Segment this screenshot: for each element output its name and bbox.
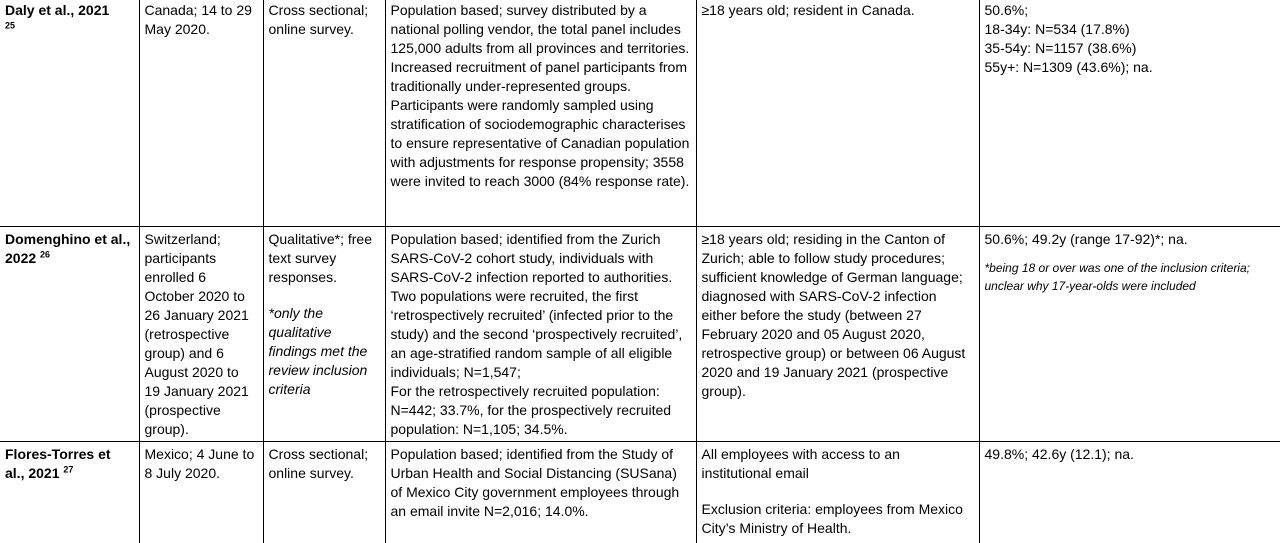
population-text: Population based; identified from the Zurich SARS-CoV-2 cohort study, individuals with SARS-CoV-2 infection reported to authorities. Two populations were recruited, the first ‘retrospectively recruited’ (infected prior to the study) and the second ‘prospectively recruited’, an age-stratified random sample of all eligible individuals; N=1,547; (391, 230, 691, 382)
design-text: Qualitative*; free text survey responses. (269, 230, 380, 287)
demographics-footnote: *being 18 or over was one of the inclusion criteria; unclear why 17-year-olds were included (985, 259, 1276, 295)
design-cell (263, 227, 385, 442)
demographics-line: 55y+: N=1309 (43.6%); na. (985, 58, 1276, 77)
setting-cell: Canada; 14 to 29 May 2020. (139, 0, 263, 227)
demographics-cell (979, 442, 1280, 543)
criteria-cell: ≥18 years old; resident in Canada. (696, 0, 979, 227)
demographics-line: 35-54y: N=1157 (38.6%) (985, 39, 1276, 58)
study-name: Daly et al., 2021 $^{25}$ (5, 2, 109, 37)
study-name: Domenghino et al., 2022 $^{26}$ (5, 231, 130, 266)
study-name: Flores-Torres et al., 2021 $^{27}$ (5, 446, 111, 481)
design-cell: Cross sectional; online survey. (263, 0, 385, 227)
inclusion-criteria: All employees with access to an institutional email (702, 445, 974, 483)
study-cell (0, 227, 139, 442)
population-cell (385, 227, 696, 442)
population-cell: Population based; survey distributed by a national polling vendor, the total panel includes 125,000 adults from all provinces and territories. Increased recruitment of panel participants from traditionally under-represented groups. Participants were randomly sampled using stratification of sociodemographic characterises to ensure representative of Canadian population with adjustments for response propensity; 3558 were invited to reach 3000 (84% response rate). (385, 0, 696, 227)
table-row (0, 0, 1280, 227)
setting-cell: Mexico; 4 June to 8 July 2020. (139, 442, 263, 543)
demographics-cell (979, 227, 1280, 442)
demographics-cell (979, 0, 1280, 227)
reference-number: 27 (63, 464, 73, 474)
demographics-line: 50.6%; 49.2y (range 17-92)*; na. (985, 230, 1276, 249)
reference-number: 25 (5, 20, 15, 30)
demographics-line: 18-34y: N=534 (17.8%) (985, 20, 1276, 39)
demographics-line: 50.6%; (985, 1, 1276, 20)
design-cell: Cross sectional; online survey. (263, 442, 385, 543)
table-row (0, 227, 1280, 442)
reference-number: 26 (40, 249, 50, 259)
exclusion-criteria: Exclusion criteria: employees from Mexico City’s Ministry of Health. (702, 500, 974, 538)
demographics-line: 49.8%; 42.6y (12.1); na. (985, 445, 1276, 464)
table-row (0, 442, 1280, 543)
population-cell: Population based; identified from the Study of Urban Health and Social Distancing (SUSana) of Mexico City government employees through an email invite N=2,016; 14.0%. (385, 442, 696, 543)
population-response-rate: For the retrospectively recruited population: N=442; 33.7%, for the prospectively recruited population: N=1,105; 34.5%. (391, 382, 691, 439)
study-cell (0, 442, 139, 543)
design-footnote: *only the qualitative findings met the review inclusion criteria (269, 304, 380, 399)
setting-cell: Switzerland; participants enrolled 6 October 2020 to 26 January 2021 (retrospective group) and 6 August 2020 to 19 January 2021 (prospective group). (139, 227, 263, 442)
criteria-cell (696, 442, 979, 543)
criteria-cell: ≥18 years old; residing in the Canton of Zurich; able to follow study procedures; sufficient knowledge of German language; diagnosed with SARS-CoV-2 infection either before the study (between 27 February 2020 and 05 August 2020, retrospective group) or between 06 August 2020 and 19 January 2021 (prospective group). (696, 227, 979, 442)
study-cell (0, 0, 139, 227)
